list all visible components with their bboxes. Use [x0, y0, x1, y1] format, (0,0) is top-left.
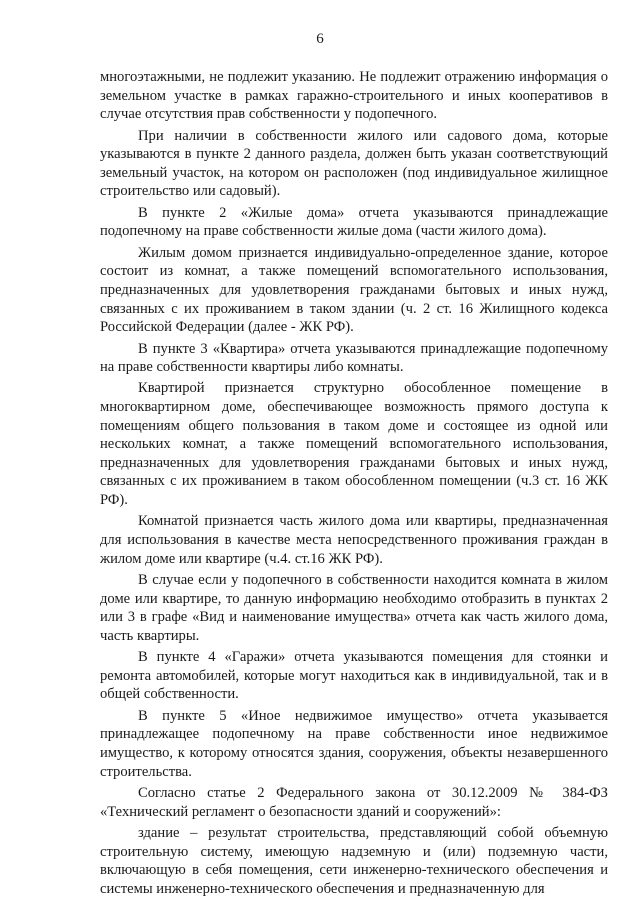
paragraph: В пункте 2 «Жилые дома» отчета указываются принадлежащие подопечному на праве собственности жилые дома (части жилого дома). — [100, 204, 608, 240]
paragraph: Комнатой признается часть жилого дома или квартиры, предназначенная для использования в качестве места непосредственного проживания граждан в жилом доме или квартире (ч.4. ст.16 ЖК РФ). — [100, 513, 608, 567]
paragraph: В пункте 5 «Иное недвижимое имущество» отчета указывается принадлежащее подопечному на праве собственности иное недвижимое имущество, к которому относятся здания, сооружения, объекты незавершенного строительства. — [100, 707, 608, 780]
paragraph: Жилым домом признается индивидуально-определенное здание, которое состоит из комнат, а также помещений вспомогательного использования, предназначенных для удовлетворения гражданами бытовых и иных нужд, связанных с их проживанием в таком здании (ч. 2 ст. 16 Жилищного кодекса Российской Федерации (далее - ЖК РФ). — [100, 244, 608, 336]
document-body — [100, 68, 608, 901]
paragraph: многоэтажными, не подлежит указанию. Не подлежит отражению информация о земельном участке в рамках гаражно-строительного и иных кооперативов в случае отсутствия прав собственности у подопечного. — [100, 69, 608, 123]
paragraph: При наличии в собственности жилого или садового дома, которые указываются в пункте 2 данного раздела, должен быть указан соответствующий земельный участок, на котором он расположен (под индивидуальное жилищное строительство или садовый). — [100, 127, 608, 200]
paragraph: В пункте 4 «Гаражи» отчета указываются помещения для стоянки и ремонта автомобилей, которые могут находиться как в индивидуальной, так и в общей собственности. — [100, 649, 608, 703]
paragraph: Квартирой признается структурно обособленное помещение в многоквартирном доме, обеспечивающее возможность прямого доступа к помещениям общего пользования в таком доме и состоящее из одной или нескольких комнат, а также помещений вспомогательного использования, предназначенных для удовлетворения гражданами бытовых и иных нужд, связанных с их проживанием в таком обособленном помещении (ч.3 ст. 16 ЖК РФ). — [100, 380, 608, 509]
paragraph: Согласно статье 2 Федерального закона от 30.12.2009 № 384-ФЗ «Технический регламент о безопасности зданий и сооружений»: — [100, 784, 608, 820]
paragraph: В пункте 3 «Квартира» отчета указываются принадлежащие подопечному на праве собственности квартиры либо комнаты. — [100, 340, 608, 376]
paragraph: здание – результат строительства, представляющий собой объемную строительную систему, имеющую надземную и (или) подземную части, включающую в себя помещения, сети инженерно-технического обеспечения и системы инженерно-технического обеспечения и предназначенную для — [100, 824, 608, 897]
page-number: 6 — [316, 31, 324, 47]
paragraph: В случае если у подопечного в собственности находится комната в жилом доме или квартире, то данную информацию необходимо отобразить в пунктах 2 или 3 в графе «Вид и наименование имущества» отчета как часть жилого дома, часть квартиры. — [100, 572, 608, 644]
